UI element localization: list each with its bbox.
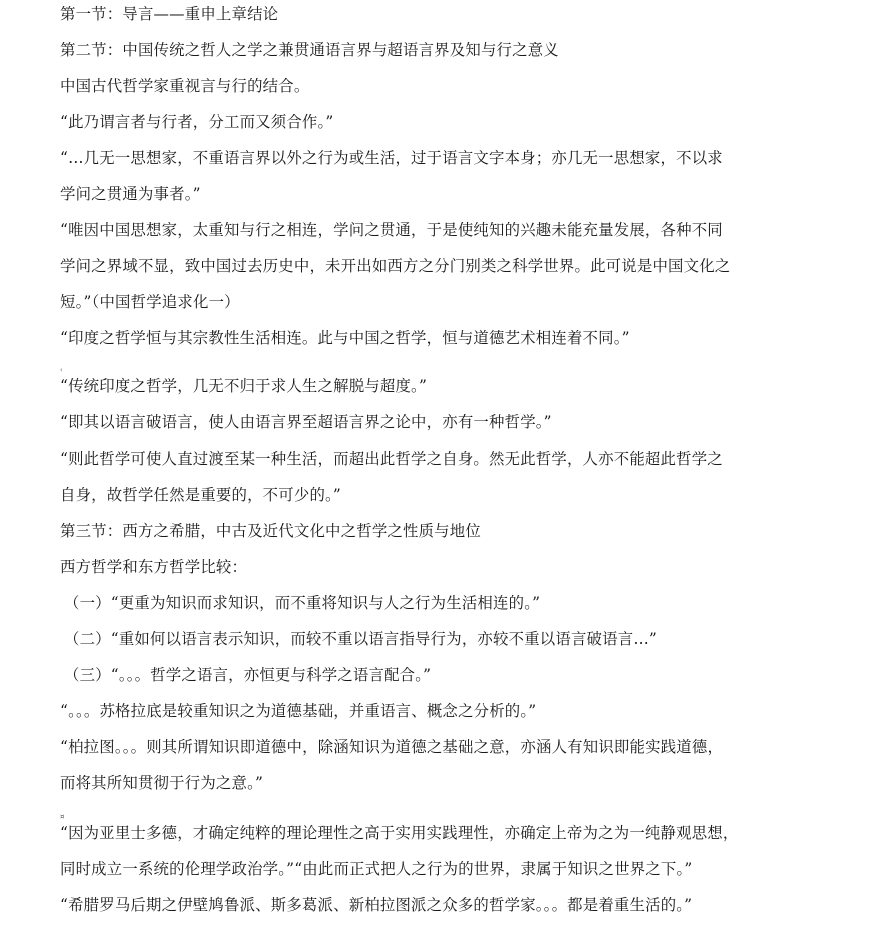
list-item-3: （三）“。。。哲学之语言，亦恒更与科学之语言配合。” — [64, 666, 432, 684]
stray-mark: ¤ — [60, 813, 65, 821]
quote-line: “…几无一思想家，不重语言界以外之行为或生活，过于语言文字本身；亦几无一思想家，不以求 — [60, 149, 723, 167]
quote-line: 学问之贯通为事者。” — [60, 185, 201, 203]
quote-line: “传统印度之哲学，几无不归于求人生之解脱与超度。” — [60, 377, 428, 395]
list-item-1: （一）“更重为知识而求知识，而不重将知识与人之行为生活相连的。” — [64, 594, 541, 612]
quote-line: “即其以语言破语言，使人由语言界至超语言界之论中，亦有一种哲学。” — [60, 413, 552, 431]
quote-line: 短。”（中国哲学追求化一） — [60, 293, 240, 311]
paragraph-line: 西方哲学和东方哲学比较： — [60, 558, 248, 576]
quote-line: “因为亚里士多德，才确定纯粹的理论理性之高于实用实践理性，亦确定上帝为之为一纯静观思想， — [60, 824, 739, 842]
quote-line: “柏拉图。。。则其所谓知识即道德中，除涵知识为道德之基础之意，亦涵人有知识即能实践道德， — [60, 738, 724, 756]
stray-mark: ‹ — [60, 366, 63, 374]
quote-line: “。。。苏格拉底是较重知识之为道德基础，并重语言、概念之分析的。” — [60, 702, 537, 720]
section-heading-1: 第一节：导言——重申上章结论 — [60, 5, 279, 23]
quote-line: “印度之哲学恒与其宗教性生活相连。此与中国之哲学，恒与道德艺术相连着不同。” — [60, 329, 630, 347]
paragraph-line: 中国古代哲学家重视言与行的结合。 — [60, 77, 310, 95]
quote-line: “此乃谓言者与行者，分工而又须合作。” — [60, 113, 334, 131]
quote-line: 自身，故哲学任然是重要的，不可少的。” — [60, 486, 341, 504]
quote-line: 而将其所知贯彻于行为之意。” — [60, 774, 264, 792]
quote-line: “唯因中国思想家，太重知与行之相连，学问之贯通，于是使纯知的兴趣未能充量发展，各种不同 — [60, 221, 723, 239]
section-heading-2: 第二节：中国传统之哲人之学之兼贯通语言界与超语言界及知与行之意义 — [60, 41, 559, 59]
quote-line: 同时成立一系统的伦理学政治学。”“由此而正式把人之行为的世界，隶属于知识之世界之下。” — [60, 860, 693, 878]
section-heading-3: 第三节：西方之希腊，中古及近代文化中之哲学之性质与地位 — [60, 522, 481, 540]
quote-line: “希腊罗马后期之伊壁鸠鲁派、斯多葛派、新柏拉图派之众多的哲学家。。。都是着重生活的。” — [60, 896, 693, 914]
list-item-2: （二）“重如何以语言表示知识，而较不重以语言指导行为，亦较不重以语言破语言…” — [64, 630, 657, 648]
quote-line: 学问之界域不显，致中国过去历史中，未开出如西方之分门别类之科学世界。此可说是中国文化之 — [60, 257, 731, 275]
quote-line: “则此哲学可使人直过渡至某一种生活，而超出此哲学之自身。然无此哲学，人亦不能超此哲学之 — [60, 450, 723, 468]
